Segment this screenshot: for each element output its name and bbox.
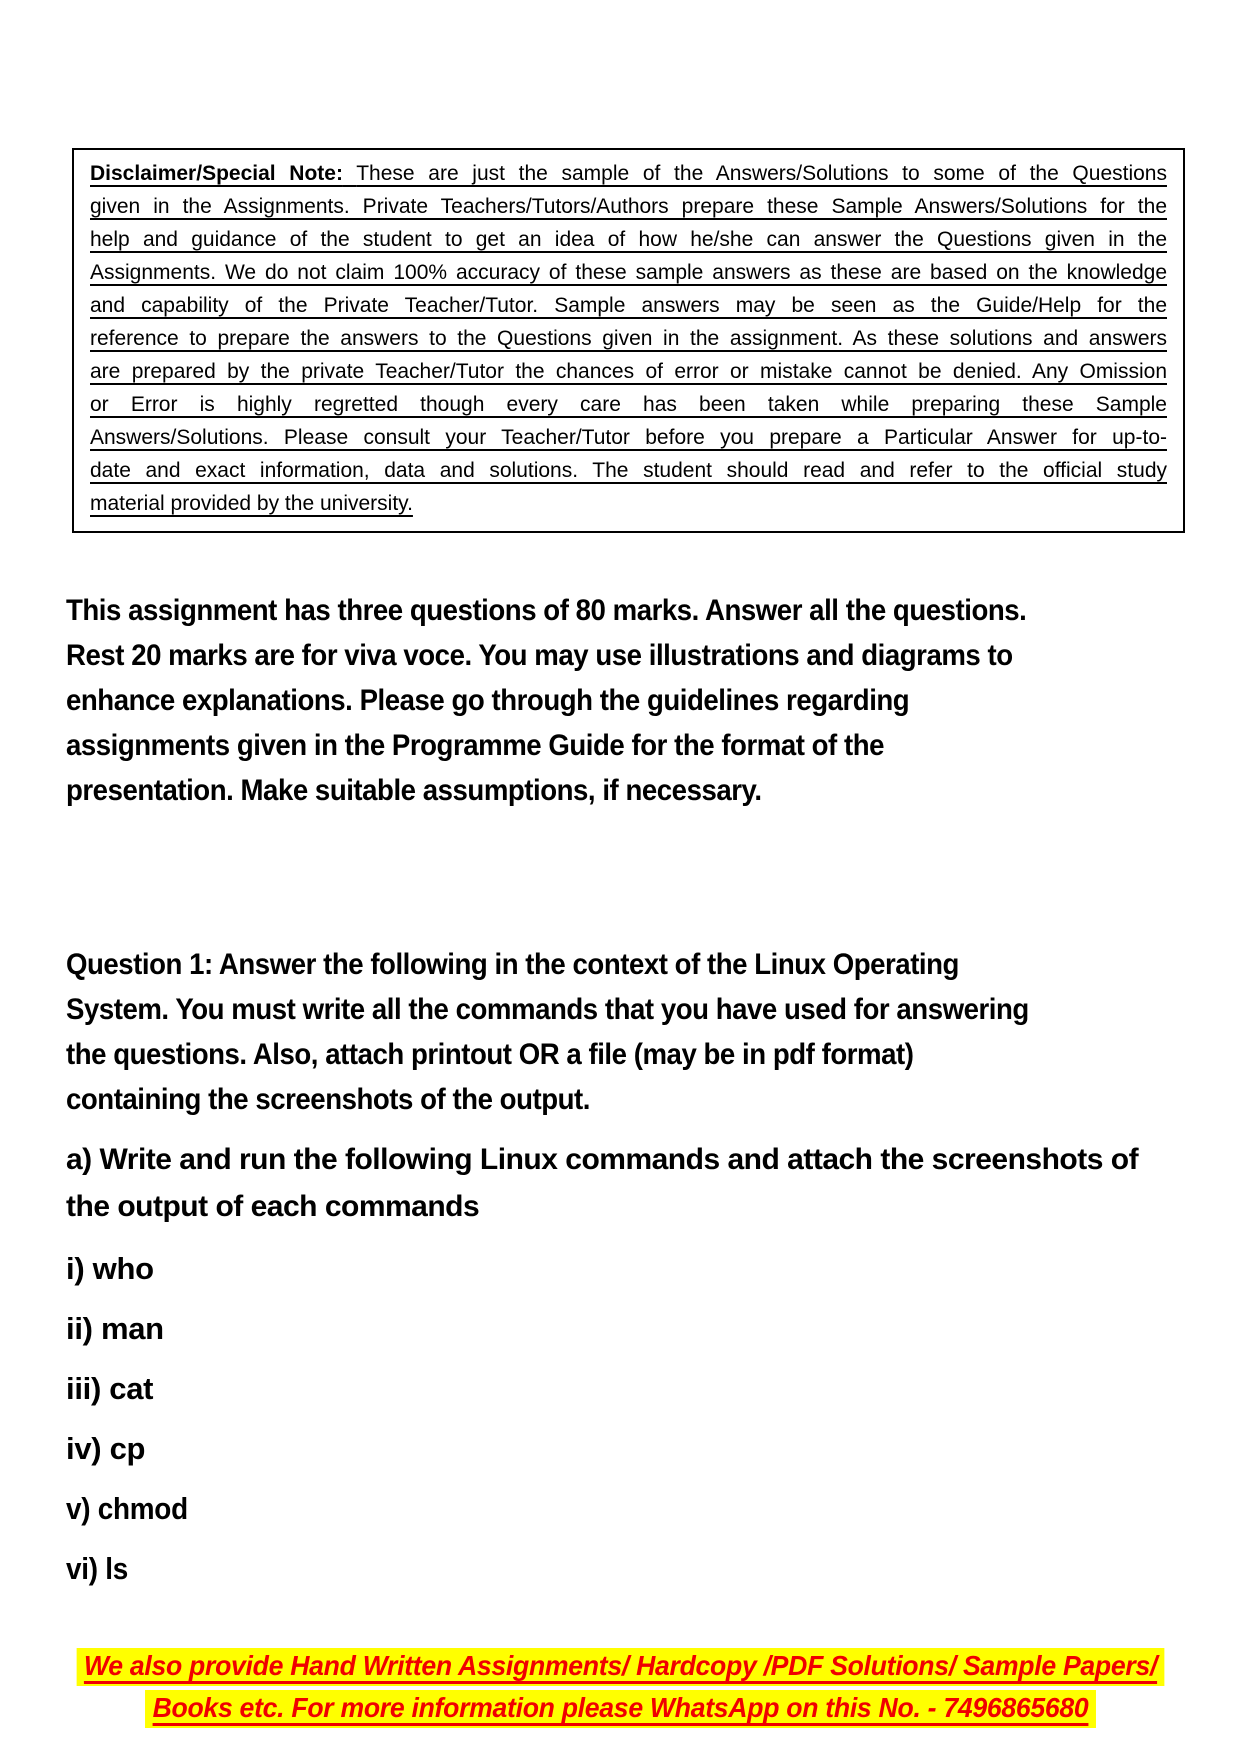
question1-line: Question 1: Answer the following in the context of the Linux Operating <box>66 948 959 981</box>
footer-banner <box>0 1645 1241 1729</box>
disclaimer-line: Answers/Solutions. Please consult your Teacher/Tutor before you prepare a Particular Answer for up-to- <box>90 426 1167 449</box>
disclaimer-line: are prepared by the private Teacher/Tutor the chances of error or mistake cannot be denied. Any Omission <box>90 360 1167 383</box>
disclaimer-line: reference to prepare the answers to the Questions given in the assignment. As these solutions and answers <box>90 327 1167 350</box>
question1-line: the questions. Also, attach printout OR a file (may be in pdf format) <box>66 1038 914 1071</box>
banner-highlight-line1: We also provide Hand Written Assignments/ Hardcopy /PDF Solutions/ Sample Papers/ <box>76 1648 1164 1686</box>
disclaimer-line: given in the Assignments. Private Teachers/Tutors/Authors prepare these Sample Answers/Solutions for the <box>90 195 1167 218</box>
assignment-intro-line: presentation. Make suitable assumptions, if necessary. <box>66 774 762 807</box>
command-item-who: i) who <box>66 1251 154 1286</box>
disclaimer-line-text: These are just the sample of the Answers/Solutions to some of the Questions <box>356 162 1167 185</box>
part-a-line: a) Write and run the following Linux commands and attach the screenshots of <box>66 1143 1139 1176</box>
question1-line: System. You must write all the commands that you have used for answering <box>66 993 1029 1026</box>
assignment-intro-paragraph <box>66 588 1026 813</box>
command-item-man: ii) man <box>66 1311 164 1346</box>
disclaimer-line: material provided by the university. <box>90 492 413 515</box>
command-item-cat: iii) cat <box>66 1371 154 1406</box>
disclaimer-box <box>72 148 1185 533</box>
disclaimer-line: date and exact information, data and solutions. The student should read and refer to the official study <box>90 459 1167 482</box>
disclaimer-line: and capability of the Private Teacher/Tutor. Sample answers may be seen as the Guide/Help for the <box>90 294 1167 317</box>
question1-paragraph <box>66 942 1029 1122</box>
disclaimer-label: Disclaimer/Special Note: <box>90 162 343 185</box>
banner-line-2 <box>31 1687 1210 1729</box>
disclaimer-line: help and guidance of the student to get an idea of how he/she can answer the Questions given in the <box>90 228 1167 251</box>
disclaimer-line: or Error is highly regretted though every care has been taken while preparing these Sample <box>90 393 1167 416</box>
assignment-intro-line: assignments given in the Programme Guide for the format of the <box>66 729 885 762</box>
part-a-paragraph <box>66 1136 1138 1230</box>
command-item-chmod: v) chmod <box>66 1491 188 1526</box>
part-a-line: the output of each commands <box>66 1190 480 1223</box>
assignment-intro-line: Rest 20 marks are for viva voce. You may use illustrations and diagrams to <box>66 639 1013 672</box>
disclaimer-line <box>90 157 1167 190</box>
question1-line: containing the screenshots of the output. <box>66 1083 590 1116</box>
disclaimer-line: Assignments. We do not claim 100% accuracy of these sample answers as these are based on the knowledge <box>90 261 1167 284</box>
banner-line-1 <box>31 1645 1210 1687</box>
banner-highlight-line2: Books etc. For more information please WhatsApp on this No. - 7496865680 <box>145 1690 1096 1728</box>
assignment-intro-line: enhance explanations. Please go through the guidelines regarding <box>66 684 910 717</box>
assignment-intro-line: This assignment has three questions of 80 marks. Answer all the questions. <box>66 594 1027 627</box>
command-item-ls: vi) ls <box>66 1551 128 1586</box>
commands-list <box>66 1252 201 1612</box>
command-item-cp: iv) cp <box>66 1431 146 1466</box>
